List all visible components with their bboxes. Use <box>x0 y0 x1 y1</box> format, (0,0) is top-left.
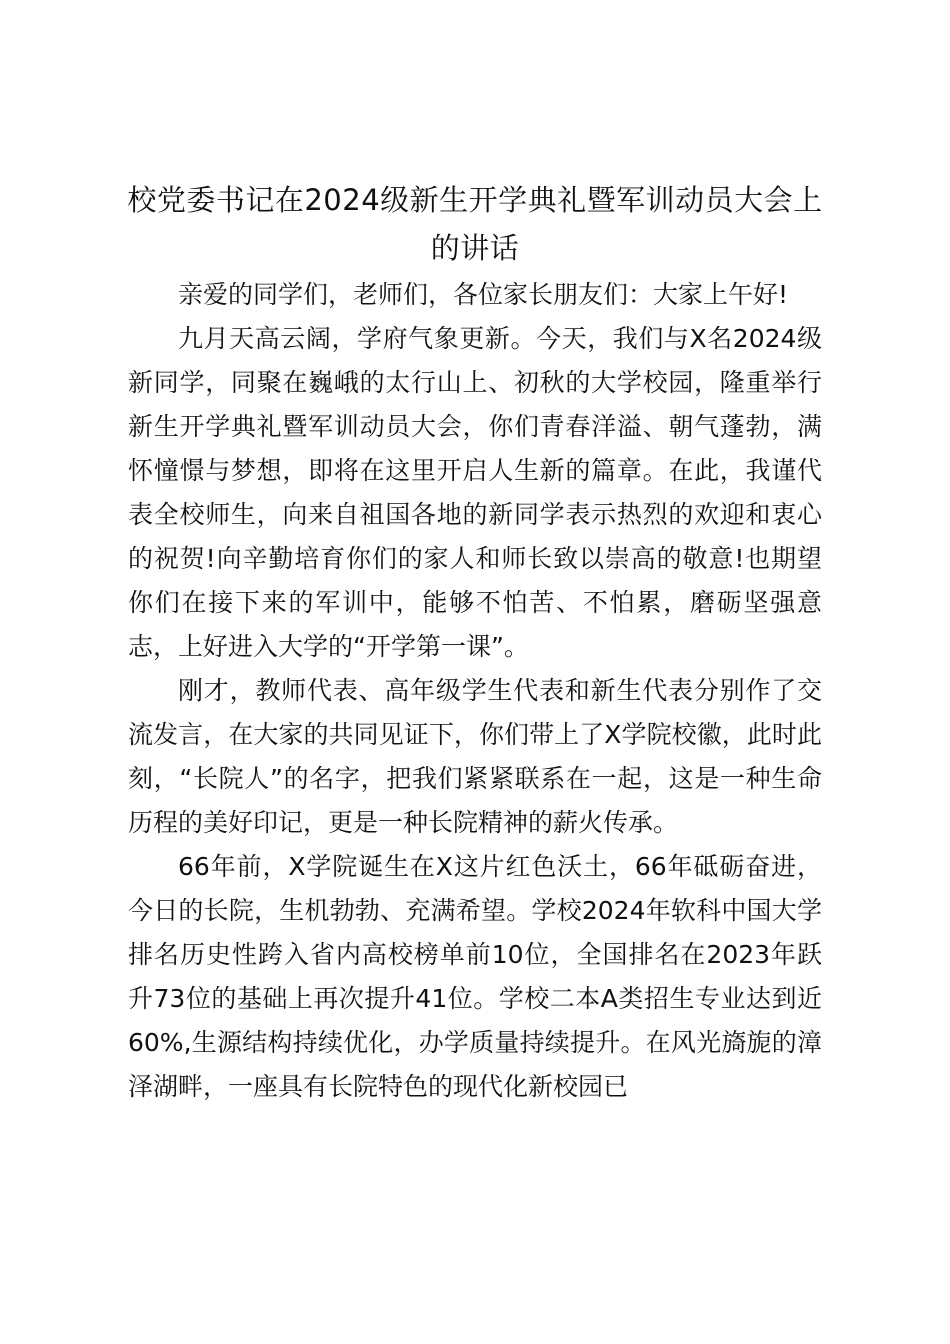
document-body <box>128 273 822 1109</box>
paragraph-badge: 刚才，教师代表、高年级学生代表和新生代表分别作了交流发言，在大家的共同见证下，你们带上了X学院校徽，此时此刻，“长院人”的名字，把我们紧紧联系在一起，这是一种生命历程的美好印记，更是一种长院精神的薪火传承。 <box>128 676 822 837</box>
paragraph-history: 66年前，X学院诞生在X这片红色沃土，66年砥砺奋进，今日的长院，生机勃勃、充满希望。学校2024年软科中国大学排名历史性跨入省内高校榜单前10位，全国排名在2023年跃升73位的基础上再次提升41位。学校二本A类招生专业达到近60%,生源结构持续优化，办学质量持续提升。在风光旖旎的漳泽湖畔，一座具有长院特色的现代化新校园已 <box>128 852 822 1101</box>
document-title: 校党委书记在2024级新生开学典礼暨军训动员大会上的讲话 <box>127 183 823 265</box>
paragraph-greeting: 亲爱的同学们，老师们，各位家长朋友们：大家上午好! <box>178 280 789 309</box>
paragraph-welcome: 九月天高云阔，学府气象更新。今天，我们与X名2024级新同学，同聚在巍峨的太行山上、初秋的大学校园，隆重举行新生开学典礼暨军训动员大会，你们青春洋溢、朝气蓬勃，满怀憧憬与梦想，即将在这里开启人生新的篇章。在此，我谨代表全校师生，向来自祖国各地的新同学表示热烈的欢迎和衷心的祝贺!向辛勤培育你们的家人和师长致以崇高的敬意!也期望你们在接下来的军训中，能够不怕苦、不怕累，磨砺坚强意志，上好进入大学的“开学第一课”。 <box>128 324 822 661</box>
